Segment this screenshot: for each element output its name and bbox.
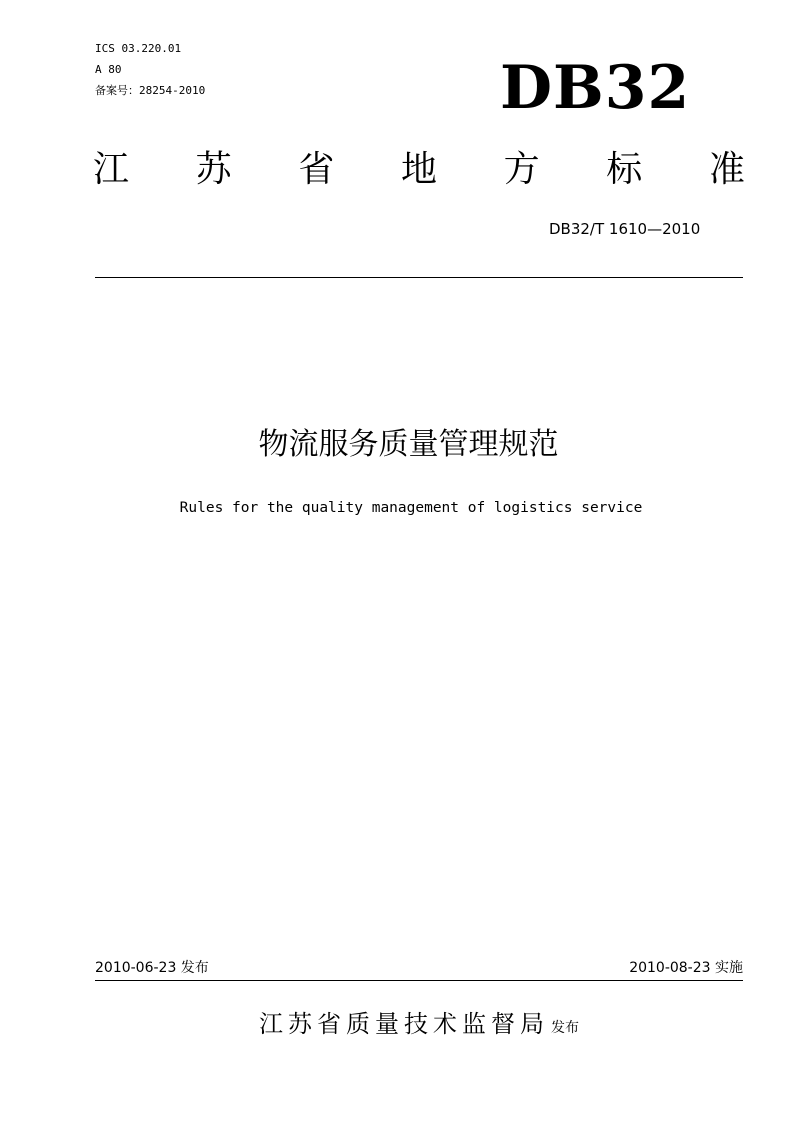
standard-title-char: 标 — [606, 149, 643, 190]
standard-title-char: 省 — [298, 149, 335, 190]
classification-code: A 80 — [95, 63, 122, 76]
document-title-english: Rules for the quality management of logistics service — [179, 500, 643, 516]
standard-title-char: 方 — [503, 149, 540, 190]
publish-date: 2010-06-23 发布 — [95, 960, 209, 976]
ics-code: ICS 03.220.01 — [95, 42, 182, 55]
standard-title-char: 准 — [708, 149, 745, 190]
standard-title-char: 江 — [93, 149, 130, 190]
header-divider — [95, 277, 743, 278]
effective-date: 2010-08-23 实施 — [629, 960, 743, 976]
record-number: 备案号：28254-2010 — [95, 84, 206, 97]
standard-code-logo: DB32 — [500, 53, 691, 123]
document-title-chinese: 物流服务质量管理规范 — [258, 427, 559, 462]
standard-number: DB32/T 1610—2010 — [549, 220, 701, 238]
issuer-suffix: 发布 — [551, 1020, 579, 1036]
standard-title-char: 苏 — [195, 149, 232, 190]
standard-title-char: 地 — [400, 149, 437, 190]
standard-category-title — [93, 144, 745, 196]
issuer-name: 江苏省质量技术监督局 — [259, 1010, 549, 1038]
issuer-line — [0, 1007, 800, 1045]
footer-divider — [95, 980, 743, 981]
